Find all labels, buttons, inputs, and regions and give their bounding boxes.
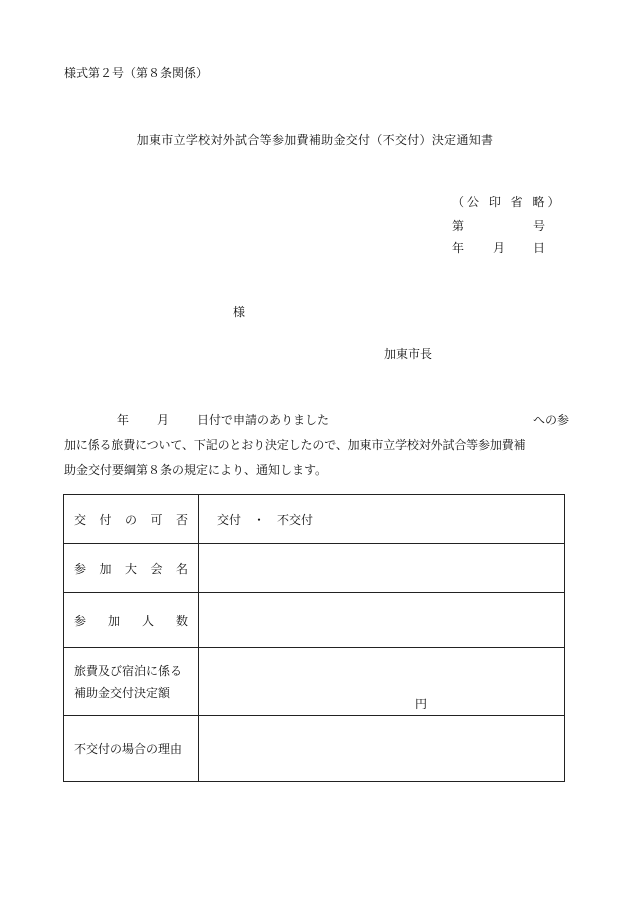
row-label-subsidy-amount [64,648,199,716]
label-char: 人 [141,613,154,628]
label-char: 否 [175,512,188,527]
row-label-participants [64,593,199,648]
body-year: 年 [117,413,130,427]
number-suffix: 号 [533,219,546,233]
eligibility-value: 交付 ・ 不交付 [199,495,565,544]
table-row [64,716,565,782]
participants-value [199,593,565,648]
label-char: 加 [99,561,112,576]
event-name-value [199,544,565,593]
body-line-3: 助金交付要綱第８条の規定により、通知します。 [64,463,328,477]
table-row [64,593,565,648]
body-line-2: 加に係る旅費について、下記のとおり決定したので、加東市立学校対外試合等参加費補 [64,438,526,452]
label-char: 加 [107,613,120,628]
yen-unit: 円 [415,697,428,711]
row-label-eligibility [64,495,199,544]
subsidy-amount-value [199,648,565,716]
table-row [64,648,565,716]
label-char: 付 [99,512,112,527]
notice-body [64,408,569,483]
sender-name: 加東市長 [384,347,433,361]
number-prefix: 第 [452,219,465,233]
decision-table [63,494,565,782]
label-char: 数 [175,613,188,628]
label-char: 交 [74,512,87,527]
body-line-1 [64,408,569,433]
refusal-reason-value [199,716,565,782]
date-month: 月 [493,241,506,255]
row-label-refusal-reason: 不交付の場合の理由 [64,716,199,782]
label-char: 名 [175,561,188,576]
label-char: 参 [74,561,87,576]
label-line: 旅費及び宿泊に係る [74,663,183,678]
table-row [64,544,565,593]
label-char: 参 [74,613,87,628]
label-char: 可 [150,512,163,527]
date-day: 日 [533,241,546,255]
label-line: 補助金交付決定額 [74,685,171,700]
row-label-event-name [64,544,199,593]
body-line1-end: への参 [532,413,569,427]
date-year: 年 [452,241,465,255]
label-char: 会 [150,561,163,576]
label-char: の [124,512,137,527]
label-char: 大 [124,561,137,576]
table-row [64,495,565,544]
body-application-text: 日付で申請のありました [197,413,330,427]
document-title: 加東市立学校対外試合等参加費補助金交付（不交付）決定通知書 [136,133,494,147]
seal-omitted-note: （公 印 省 略） [452,195,563,209]
form-number: 様式第２号（第８条関係） [64,66,209,80]
addressee-honorific: 様 [233,305,246,319]
body-month: 月 [157,413,170,427]
